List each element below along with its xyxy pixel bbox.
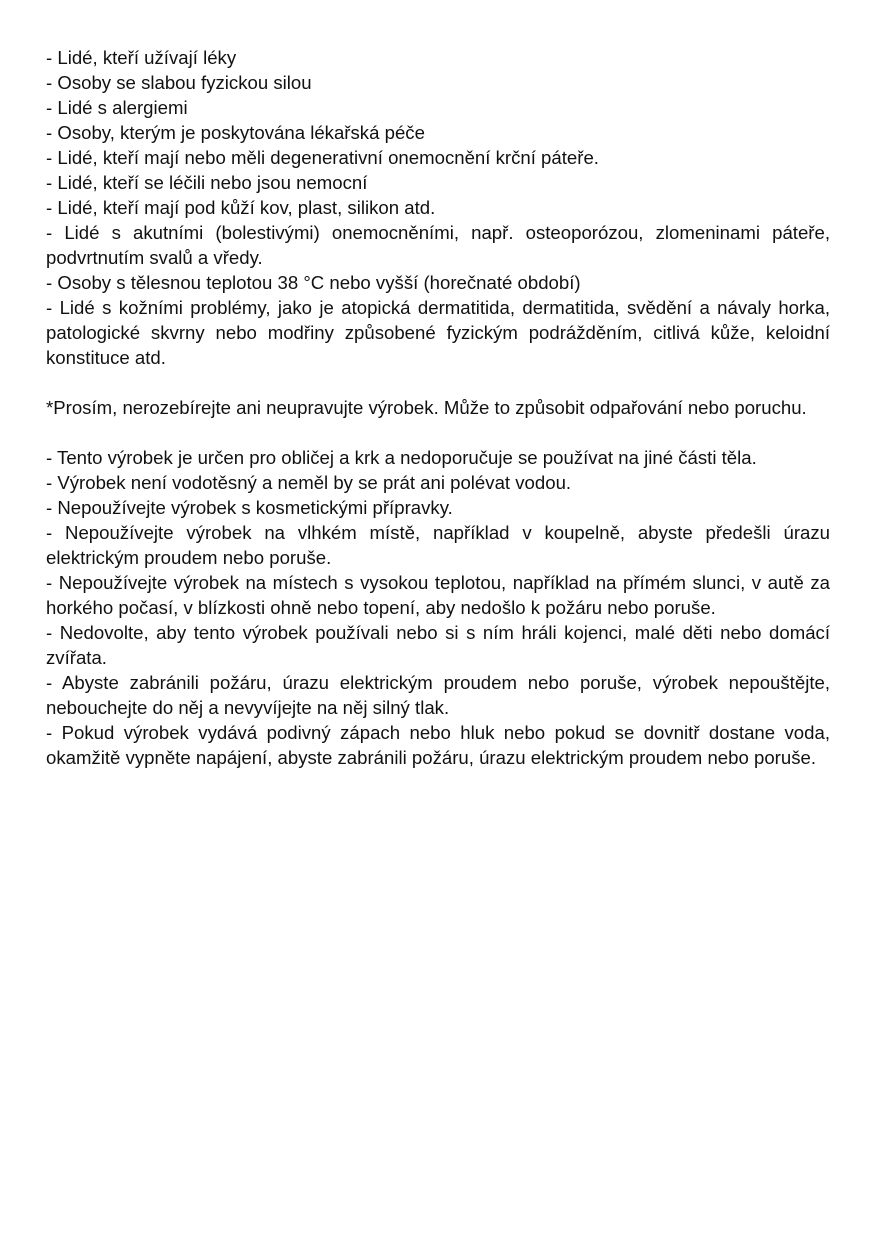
usage-warnings-list — [46, 445, 830, 770]
list-item: - Osoby se slabou fyzickou silou — [46, 72, 312, 93]
list-item: - Nepoužívejte výrobek na místech s vysokou teplotou, například na přímém slunci, v autě za horkého počasí, v blízkosti ohně nebo topení, aby nedošlo k požáru nebo poruše. — [46, 572, 830, 618]
list-item: - Lidé s kožními problémy, jako je atopická dermatitida, dermatitida, svědění a návaly horka, patologické skvrny nebo modřiny způsobené fyzickým podrážděním, citlivá kůže, keloidní konstituce atd. — [46, 297, 830, 368]
list-item: - Lidé, kteří se léčili nebo jsou nemocní — [46, 172, 368, 193]
document-page — [46, 45, 830, 770]
list-item: - Nedovolte, aby tento výrobek používali nebo si s ním hráli kojenci, malé děti nebo domácí zvířata. — [46, 622, 830, 668]
list-item: - Nepoužívejte výrobek na vlhkém místě, například v koupelně, abyste předešli úrazu elektrickým proudem nebo poruše. — [46, 522, 830, 568]
list-item: - Lidé, kteří mají pod kůží kov, plast, silikon atd. — [46, 197, 436, 218]
list-item: - Lidé, kteří mají nebo měli degenerativní onemocnění krční páteře. — [46, 147, 599, 168]
list-item: - Pokud výrobek vydává podivný zápach nebo hluk nebo pokud se dovnitř dostane voda, okamžitě vypněte napájení, abyste zabránili požáru, úrazu elektrickým proudem nebo poruše. — [46, 722, 830, 768]
paragraph-spacer — [46, 370, 830, 395]
list-item: - Nepoužívejte výrobek s kosmetickými přípravky. — [46, 497, 453, 518]
list-item: - Lidé s akutními (bolestivými) onemocněními, např. osteoporózou, zlomeninami páteře, podvrtnutím svalů a vředy. — [46, 222, 830, 268]
paragraph-spacer — [46, 420, 830, 445]
list-item: - Výrobek není vodotěsný a neměl by se prát ani polévat vodou. — [46, 472, 572, 493]
list-item: - Lidé s alergiemi — [46, 97, 188, 118]
disassembly-note: *Prosím, nerozebírejte ani neupravujte výrobek. Může to způsobit odpařování nebo poruchu. — [46, 397, 807, 418]
list-item: - Tento výrobek je určen pro obličej a krk a nedoporučuje se používat na jiné části těla. — [46, 447, 757, 468]
list-item: - Osoby, kterým je poskytována lékařská péče — [46, 122, 425, 143]
contraindications-list — [46, 45, 830, 370]
list-item: - Lidé, kteří užívají léky — [46, 47, 237, 68]
list-item: - Abyste zabránili požáru, úrazu elektrickým proudem nebo poruše, výrobek nepouštějte, nebouchejte do něj a nevyvíjejte na něj silný tlak. — [46, 672, 830, 718]
list-item: - Osoby s tělesnou teplotou 38 °C nebo vyšší (horečnaté období) — [46, 272, 581, 293]
